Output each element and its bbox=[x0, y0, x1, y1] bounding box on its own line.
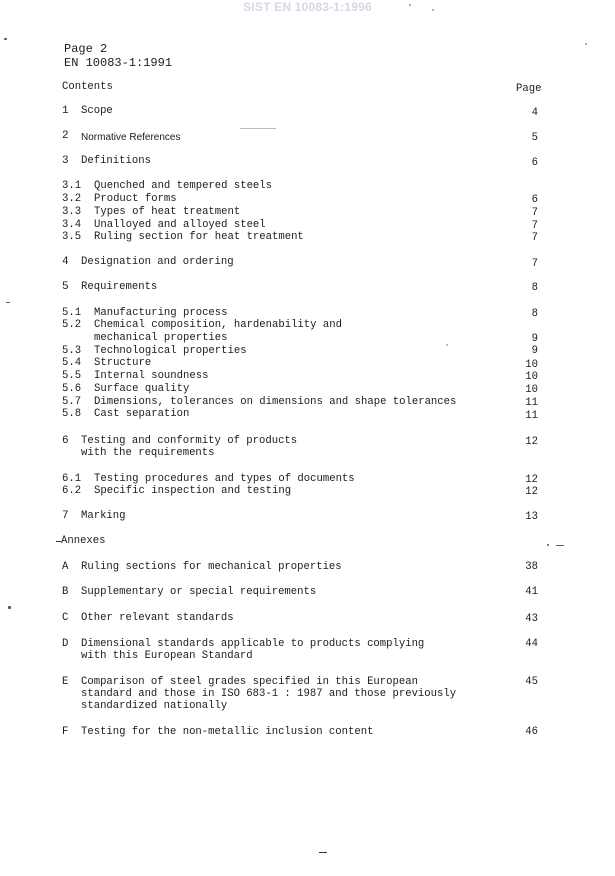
annex-title: Comparison of steel grades specified in this European bbox=[81, 676, 418, 688]
annex-letter: B bbox=[62, 586, 69, 598]
toc-entry-number: 5.5 bbox=[62, 370, 82, 382]
page-number-header: Page 2 bbox=[64, 42, 108, 56]
toc-entry-page: 8 bbox=[531, 282, 538, 294]
annexes-heading: Annexes bbox=[61, 535, 106, 547]
toc-entry-number: 3.4 bbox=[62, 219, 82, 231]
toc-entry-title: with the requirements bbox=[81, 447, 215, 459]
toc-entry-number: 6 bbox=[62, 435, 69, 447]
toc-entry-page: 12 bbox=[525, 436, 538, 448]
toc-entry-page: 9 bbox=[531, 333, 538, 345]
scan-speck bbox=[4, 38, 7, 40]
toc-entry-title: Unalloyed and alloyed steel bbox=[94, 219, 266, 231]
toc-entry-title: Testing procedures and types of documents bbox=[94, 473, 355, 485]
toc-entry-number: 3.3 bbox=[62, 206, 82, 218]
toc-entry-number: 6.2 bbox=[62, 485, 82, 497]
toc-entry-page: 12 bbox=[525, 486, 538, 498]
footer-dash bbox=[319, 852, 327, 853]
toc-entry-number: 3.5 bbox=[62, 231, 82, 243]
toc-entry-title: Product forms bbox=[94, 193, 177, 205]
scan-speck bbox=[585, 43, 587, 45]
toc-entry-number: 4 bbox=[62, 256, 69, 268]
toc-entry-page: 9 bbox=[531, 345, 538, 357]
toc-entry-title: Designation and ordering bbox=[81, 256, 234, 268]
toc-entry-number: 3.2 bbox=[62, 193, 82, 205]
toc-entry-page: 11 bbox=[525, 410, 538, 422]
toc-entry-title: Ruling section for heat treatment bbox=[94, 231, 304, 243]
annex-page: 38 bbox=[525, 561, 538, 573]
toc-entry-title: Testing and conformity of products bbox=[81, 435, 298, 447]
toc-entry-title: Scope bbox=[81, 105, 113, 117]
toc-entry-page: 4 bbox=[531, 107, 538, 119]
toc-entry-title: Structure bbox=[94, 357, 152, 369]
toc-entry-title: Specific inspection and testing bbox=[94, 485, 292, 497]
toc-entry-title: Quenched and tempered steels bbox=[94, 180, 273, 192]
toc-entry-number: 1 bbox=[62, 105, 69, 117]
annex-letter: E bbox=[62, 676, 69, 688]
toc-entry-number: 5.7 bbox=[62, 396, 82, 408]
toc-entry-title: Chemical composition, hardenability and bbox=[94, 319, 342, 331]
toc-entry-number: 5.4 bbox=[62, 357, 82, 369]
toc-entry-number: 5 bbox=[62, 281, 69, 293]
annex-letter: F bbox=[62, 726, 69, 738]
toc-entry-page: 5 bbox=[531, 132, 538, 144]
annex-title: with this European Standard bbox=[81, 650, 253, 662]
toc-entry-title: Surface quality bbox=[94, 383, 190, 395]
toc-entry-page: 10 bbox=[525, 359, 538, 371]
annex-title: standard and those in ISO 683-1 : 1987 and those previously bbox=[81, 688, 457, 700]
toc-entry-number: 5.8 bbox=[62, 408, 82, 420]
toc-entry-page: 12 bbox=[525, 474, 538, 486]
scan-speck bbox=[409, 4, 411, 6]
scan-speck bbox=[432, 9, 434, 11]
toc-entry-number: 5.2 bbox=[62, 319, 82, 331]
toc-entry-page: 10 bbox=[525, 371, 538, 383]
scan-speck bbox=[556, 545, 564, 546]
toc-entry-number: 3 bbox=[62, 155, 69, 167]
annex-page: 41 bbox=[525, 586, 538, 598]
toc-entry-number: 3.1 bbox=[62, 180, 82, 192]
annex-title: Ruling sections for mechanical properties bbox=[81, 561, 342, 573]
toc-entry-page: 7 bbox=[531, 258, 538, 270]
toc-entry-page: 11 bbox=[525, 397, 538, 409]
toc-entry-page: 8 bbox=[531, 308, 538, 320]
toc-entry-page: 13 bbox=[525, 511, 538, 523]
annex-page: 46 bbox=[525, 726, 538, 738]
toc-entry-title: Normative References bbox=[81, 132, 181, 143]
page-column-heading: Page bbox=[516, 83, 542, 95]
toc-entry-page: 7 bbox=[531, 232, 538, 244]
toc-entry-title: mechanical properties bbox=[94, 332, 228, 344]
toc-entry-number: 5.3 bbox=[62, 345, 82, 357]
toc-entry-number: 5.6 bbox=[62, 383, 82, 395]
annex-letter: A bbox=[62, 561, 69, 573]
annex-title: Supplementary or special requirements bbox=[81, 586, 317, 598]
toc-entry-title: Definitions bbox=[81, 155, 151, 167]
scan-speck bbox=[8, 606, 11, 609]
toc-entry-page: 6 bbox=[531, 157, 538, 169]
toc-entry-page: 7 bbox=[531, 220, 538, 232]
toc-entry-title: Cast separation bbox=[94, 408, 190, 420]
annex-title: standardized nationally bbox=[81, 700, 228, 712]
toc-entry-number: 6.1 bbox=[62, 473, 82, 485]
contents-heading: Contents bbox=[62, 81, 113, 93]
document-id-header: EN 10083-1:1991 bbox=[64, 56, 173, 70]
annex-page: 43 bbox=[525, 613, 538, 625]
toc-entry-number: 2 bbox=[62, 130, 69, 142]
toc-entry-title: Internal soundness bbox=[94, 370, 209, 382]
scan-speck bbox=[6, 302, 10, 303]
annex-title: Dimensional standards applicable to products complying bbox=[81, 638, 425, 650]
toc-entry-title: Technological properties bbox=[94, 345, 247, 357]
toc-entry-page: 6 bbox=[531, 194, 538, 206]
toc-entry-title: Requirements bbox=[81, 281, 158, 293]
toc-entry-number: 5.1 bbox=[62, 307, 82, 319]
scan-speck bbox=[240, 128, 276, 129]
toc-entry-title: Manufacturing process bbox=[94, 307, 228, 319]
annex-title: Other relevant standards bbox=[81, 612, 234, 624]
toc-entry-page: 7 bbox=[531, 207, 538, 219]
annex-letter: C bbox=[62, 612, 69, 624]
toc-entry-page: 10 bbox=[525, 384, 538, 396]
toc-entry-title: Types of heat treatment bbox=[94, 206, 241, 218]
annex-letter: D bbox=[62, 638, 69, 650]
toc-entry-title: Marking bbox=[81, 510, 126, 522]
watermark-text: SIST EN 10083-1:1996 bbox=[243, 0, 372, 14]
toc-entry-number: 7 bbox=[62, 510, 69, 522]
toc-entry-title: Dimensions, tolerances on dimensions and shape tolerances bbox=[94, 396, 457, 408]
scan-speck bbox=[547, 544, 549, 546]
annex-page: 45 bbox=[525, 676, 538, 688]
annex-page: 44 bbox=[525, 638, 538, 650]
annex-title: Testing for the non-metallic inclusion content bbox=[81, 726, 374, 738]
scan-speck bbox=[446, 344, 448, 346]
